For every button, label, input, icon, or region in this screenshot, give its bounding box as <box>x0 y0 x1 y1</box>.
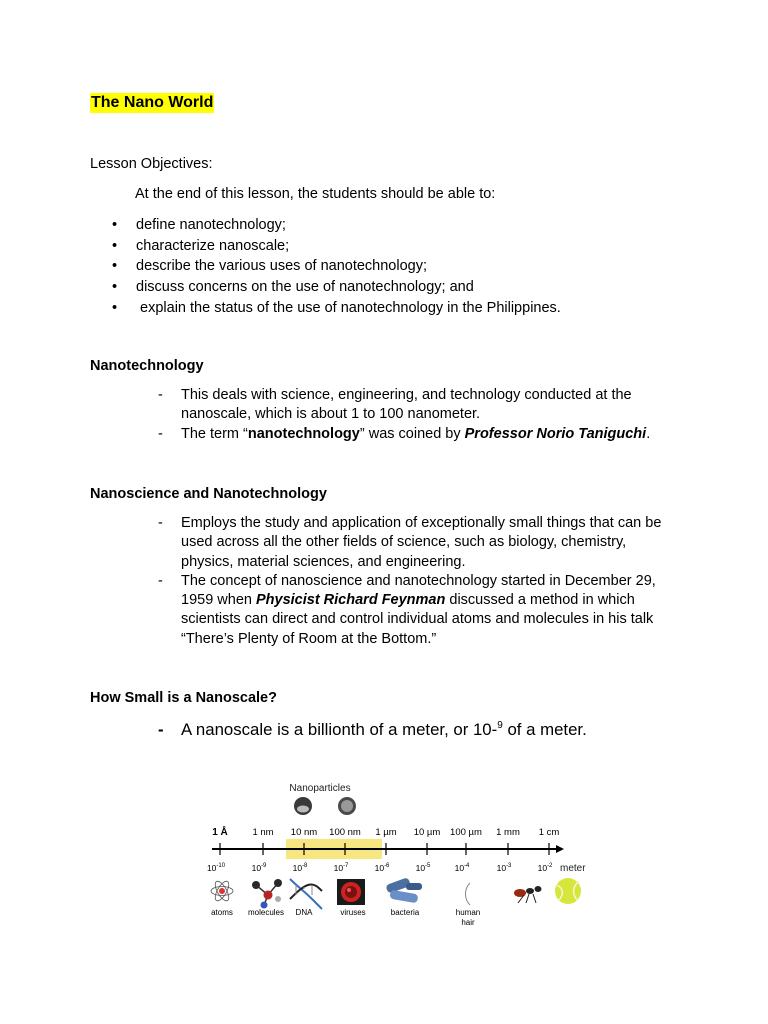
exponent-label: $10^{-5}$ <box>415 863 431 873</box>
nanoscience-list <box>158 514 681 649</box>
text-run: A nanoscale is a billionth of a meter, or 10- <box>181 720 498 739</box>
object-label-hair: hair <box>461 918 475 927</box>
text-run: The concept of nanoscience and nanotechnology started in December 29, 1959 when <box>181 572 656 609</box>
nanotechnology-list <box>158 386 678 444</box>
text-run: The term “ <box>181 425 248 442</box>
section-heading-nanotechnology: Nanotechnology <box>90 358 204 374</box>
objectives-list <box>112 215 732 319</box>
nanoparticle-2-core <box>341 800 353 812</box>
text-run: ” was coined by <box>359 425 465 442</box>
tennis-ball-picture <box>555 878 581 904</box>
exponent: 9 <box>497 720 503 731</box>
unit-labels <box>212 825 559 838</box>
person-feynman: Physicist Richard Feynman <box>255 592 446 609</box>
exponent-label: $10^{-4}$ <box>454 863 470 873</box>
person-taniguchi: Professor Norio Taniguchi <box>464 425 647 442</box>
section-heading-how-small: How Small is a Nanoscale? <box>90 690 277 706</box>
unit-label: 1 mm <box>496 827 520 838</box>
object-label-bacteria: bacteria <box>390 908 420 917</box>
nanoscale-definition <box>158 719 587 741</box>
object-label-dna: DNA <box>295 908 313 917</box>
nanoparticles-label: Nanoparticles <box>289 783 351 794</box>
exponent-label: $10^{-7}$ <box>333 863 349 873</box>
term-nanotechnology: nanotechnology <box>247 425 360 442</box>
exponent-label: $10^{-9}$ <box>251 863 267 873</box>
list-item: • describe the various uses of nanotechnology; <box>112 256 732 277</box>
virus-picture <box>337 879 365 905</box>
list-item <box>158 425 678 444</box>
objectives-label: Lesson Objectives: <box>90 156 213 172</box>
exponent-label: $10^{-10}$ <box>206 863 226 873</box>
object-label-human: human <box>455 908 481 917</box>
unit-label: 100 µm <box>450 827 482 838</box>
list-item: - This deals with science, engineering, and technology conducted at the nanoscale, which is about 1 to 100 nanometer. <box>158 386 678 425</box>
text-run: . <box>646 425 651 442</box>
text-run: discussed a method in which scientists can direct and control individual atoms and molecules in his talk “There’s Plenty of Room at the Bottom.” <box>181 592 654 647</box>
objectives-intro: At the end of this lesson, the students should be able to: <box>135 186 496 202</box>
text-run: of a meter. <box>502 720 587 739</box>
nanoscale-figure <box>208 775 592 932</box>
meter-label: meter <box>560 863 586 874</box>
unit-label: 100 nm <box>329 827 361 838</box>
exponent-label: $10^{-2}$ <box>537 863 553 873</box>
list-item: • explain the status of the use of nanotechnology in the Philippines. <box>112 298 732 319</box>
dash-marker: - <box>158 720 164 739</box>
unit-label: 1 nm <box>252 827 274 838</box>
object-label-viruses: viruses <box>340 908 366 917</box>
list-item <box>158 572 681 649</box>
unit-label: 1 cm <box>538 827 560 838</box>
exponent-label: $10^{-8}$ <box>292 863 308 873</box>
list-item: • characterize nanoscale; <box>112 236 732 257</box>
exponent-label: $10^{-6}$ <box>374 863 390 873</box>
exponent-label: $10^{-3}$ <box>496 863 512 873</box>
object-label-molecules: molecules <box>247 908 285 917</box>
unit-label: 1 Å <box>212 827 228 838</box>
section-heading-nanoscience: Nanoscience and Nanotechnology <box>90 486 327 502</box>
unit-label: 10 µm <box>413 827 441 838</box>
unit-label: 10 nm <box>290 827 318 838</box>
list-item: • define nanotechnology; <box>112 215 732 236</box>
list-item: • discuss concerns on the use of nanotechnology; and <box>112 277 732 298</box>
list-item: - Employs the study and application of exceptionally small things that can be used across all the other fields of science, such as biology, chemistry, physics, material sciences, and engineering. <box>158 514 681 572</box>
page-title: The Nano World <box>91 94 214 111</box>
nanoparticle-1-highlight <box>297 806 309 813</box>
exponent-labels <box>207 863 553 873</box>
object-label-atoms: atoms <box>211 908 233 917</box>
unit-label: 1 µm <box>375 827 397 838</box>
